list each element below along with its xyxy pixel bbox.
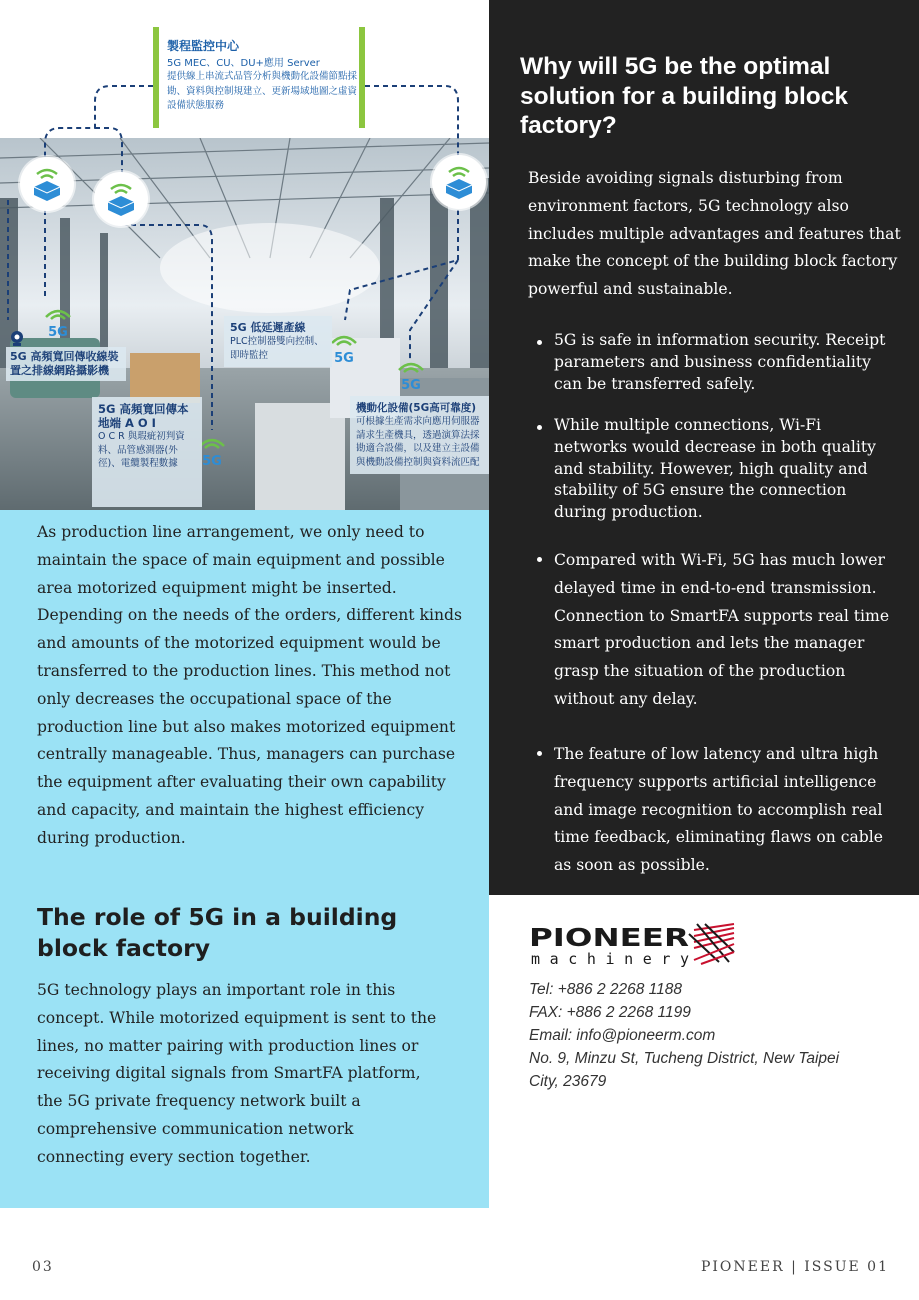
plc-label (224, 316, 332, 367)
router-icon (20, 157, 74, 211)
plc-label-desc: PLC控制器雙向控制、即時監控 (230, 336, 324, 361)
contact-fax: FAX: +886 2 2268 1199 (529, 1004, 691, 1021)
network-diagram (0, 0, 489, 510)
router-tower (94, 172, 148, 226)
logo-text-bottom: machinery (531, 950, 689, 967)
camera-icon (8, 330, 26, 348)
issue-label: PIONEER | ISSUE 01 (700, 1259, 889, 1275)
aoi-label-desc: O C R 與瑕疵初判資料、品管感測器(外徑)、電纜製程數據 (98, 431, 185, 469)
logo-mark-icon (689, 924, 734, 964)
why-5g-intro: Beside avoiding signals disturbing from environment factors, 5G technology also includes multiple advantages and features that make the concept of the building block factory powerful and sustainable. (528, 169, 901, 299)
router-icon (94, 172, 148, 226)
monitoring-center-box (153, 27, 365, 128)
mobile-equipment-label (350, 396, 489, 474)
contact-tel: Tel: +886 2 2268 1188 (529, 981, 682, 998)
mobile-label-desc: 可根據生產需求向應用伺服器請求生產機具，透過演算法採勘適合設備，以及建立主設備與機動設備控制與資料流匹配 (356, 416, 480, 468)
signal-icon (391, 356, 431, 374)
bullet-item: While multiple connections, Wi-Fi networks would decrease in both quality and stability. However, high quality and stability of 5G ensure the connection during production. (554, 415, 899, 524)
logo-text-top: PIONEER (529, 923, 689, 952)
bullet-item: 5G is safe in information security. Receipt parameters and business confidentiality can be transferred safely. (554, 330, 899, 395)
bullet-item: Compared with Wi-Fi, 5G has much lower delayed time in end-to-end transmission. Connection to SmartFA supports real time smart production and lets the manager grasp the situation of the production without any delay. (554, 547, 899, 714)
signal-badge (38, 303, 78, 340)
center-description: 提供線上串流式品管分析與機動化設備節點採勘、資料與控制規建立、更新場域地圖之虛資設備狀態服務 (167, 71, 358, 111)
role-heading: The role of 5G in a building block factory (37, 903, 398, 962)
role-paragraph: 5G technology plays an important role in this concept. While motorized equipment is sent to the lines, no matter pairing with production lines or receiving digital signals from SmartFA platform, the 5G private frequency network built a comprehensive communication network connecting every section together. (37, 981, 437, 1166)
page-number: 03 (32, 1259, 54, 1275)
signal-icon (38, 303, 78, 321)
contact-address: No. 9, Minzu St, Tucheng District, New Taipei City, 23679 (529, 1050, 840, 1090)
accent-bar (153, 27, 159, 128)
why-5g-heading: Why will 5G be the optimal solution for a building block factory? (520, 53, 849, 139)
badge-label: 5G (401, 378, 421, 393)
camera-label (6, 347, 126, 381)
mobile-label-title: 機動化設備(5G高可靠度) (356, 402, 477, 414)
pioneer-logo (529, 922, 739, 967)
badge-label: 5G (48, 325, 68, 340)
signal-badge (391, 356, 431, 393)
camera-label-title: 5G 高頻寬回傳收線裝置之排線網路攝影機 (10, 350, 119, 377)
center-subtitle: 5G MEC、CU、DU+應用 Server (167, 58, 320, 69)
plc-label-title: 5G 低延遲產線 (230, 321, 306, 334)
center-title: 製程監控中心 (167, 39, 240, 53)
bullet-item: The feature of low latency and ultra high frequency supports artificial intelligence and image recognition to accomplish real time feedback, eliminating flaws on cable as soon as possible. (554, 741, 899, 880)
badge-label: 5G (202, 454, 222, 469)
production-line-paragraph: As production line arrangement, we only need to maintain the space of main equipment and possible area motorized equipment might be inserted. Depending on the needs of the orders, different kinds and amounts of the motorized equipment would be transferred to the production lines. This method not only decreases the occupational space of the production line but also makes motorized equipment centrally manageable. Thus, managers can purchase the equipment after evaluating their own capability and capacity, and maintain the highest efficiency during production. (37, 523, 462, 847)
router-tower (432, 155, 486, 209)
contact-email[interactable]: Email: info@pioneerm.com (529, 1027, 716, 1044)
aoi-label-title: 5G 高頻寬回傳本地端 A O I (98, 402, 189, 430)
accent-bar (359, 27, 365, 128)
badge-label: 5G (334, 351, 354, 366)
router-tower (20, 157, 74, 211)
aoi-label (92, 397, 202, 507)
router-icon (432, 155, 486, 209)
